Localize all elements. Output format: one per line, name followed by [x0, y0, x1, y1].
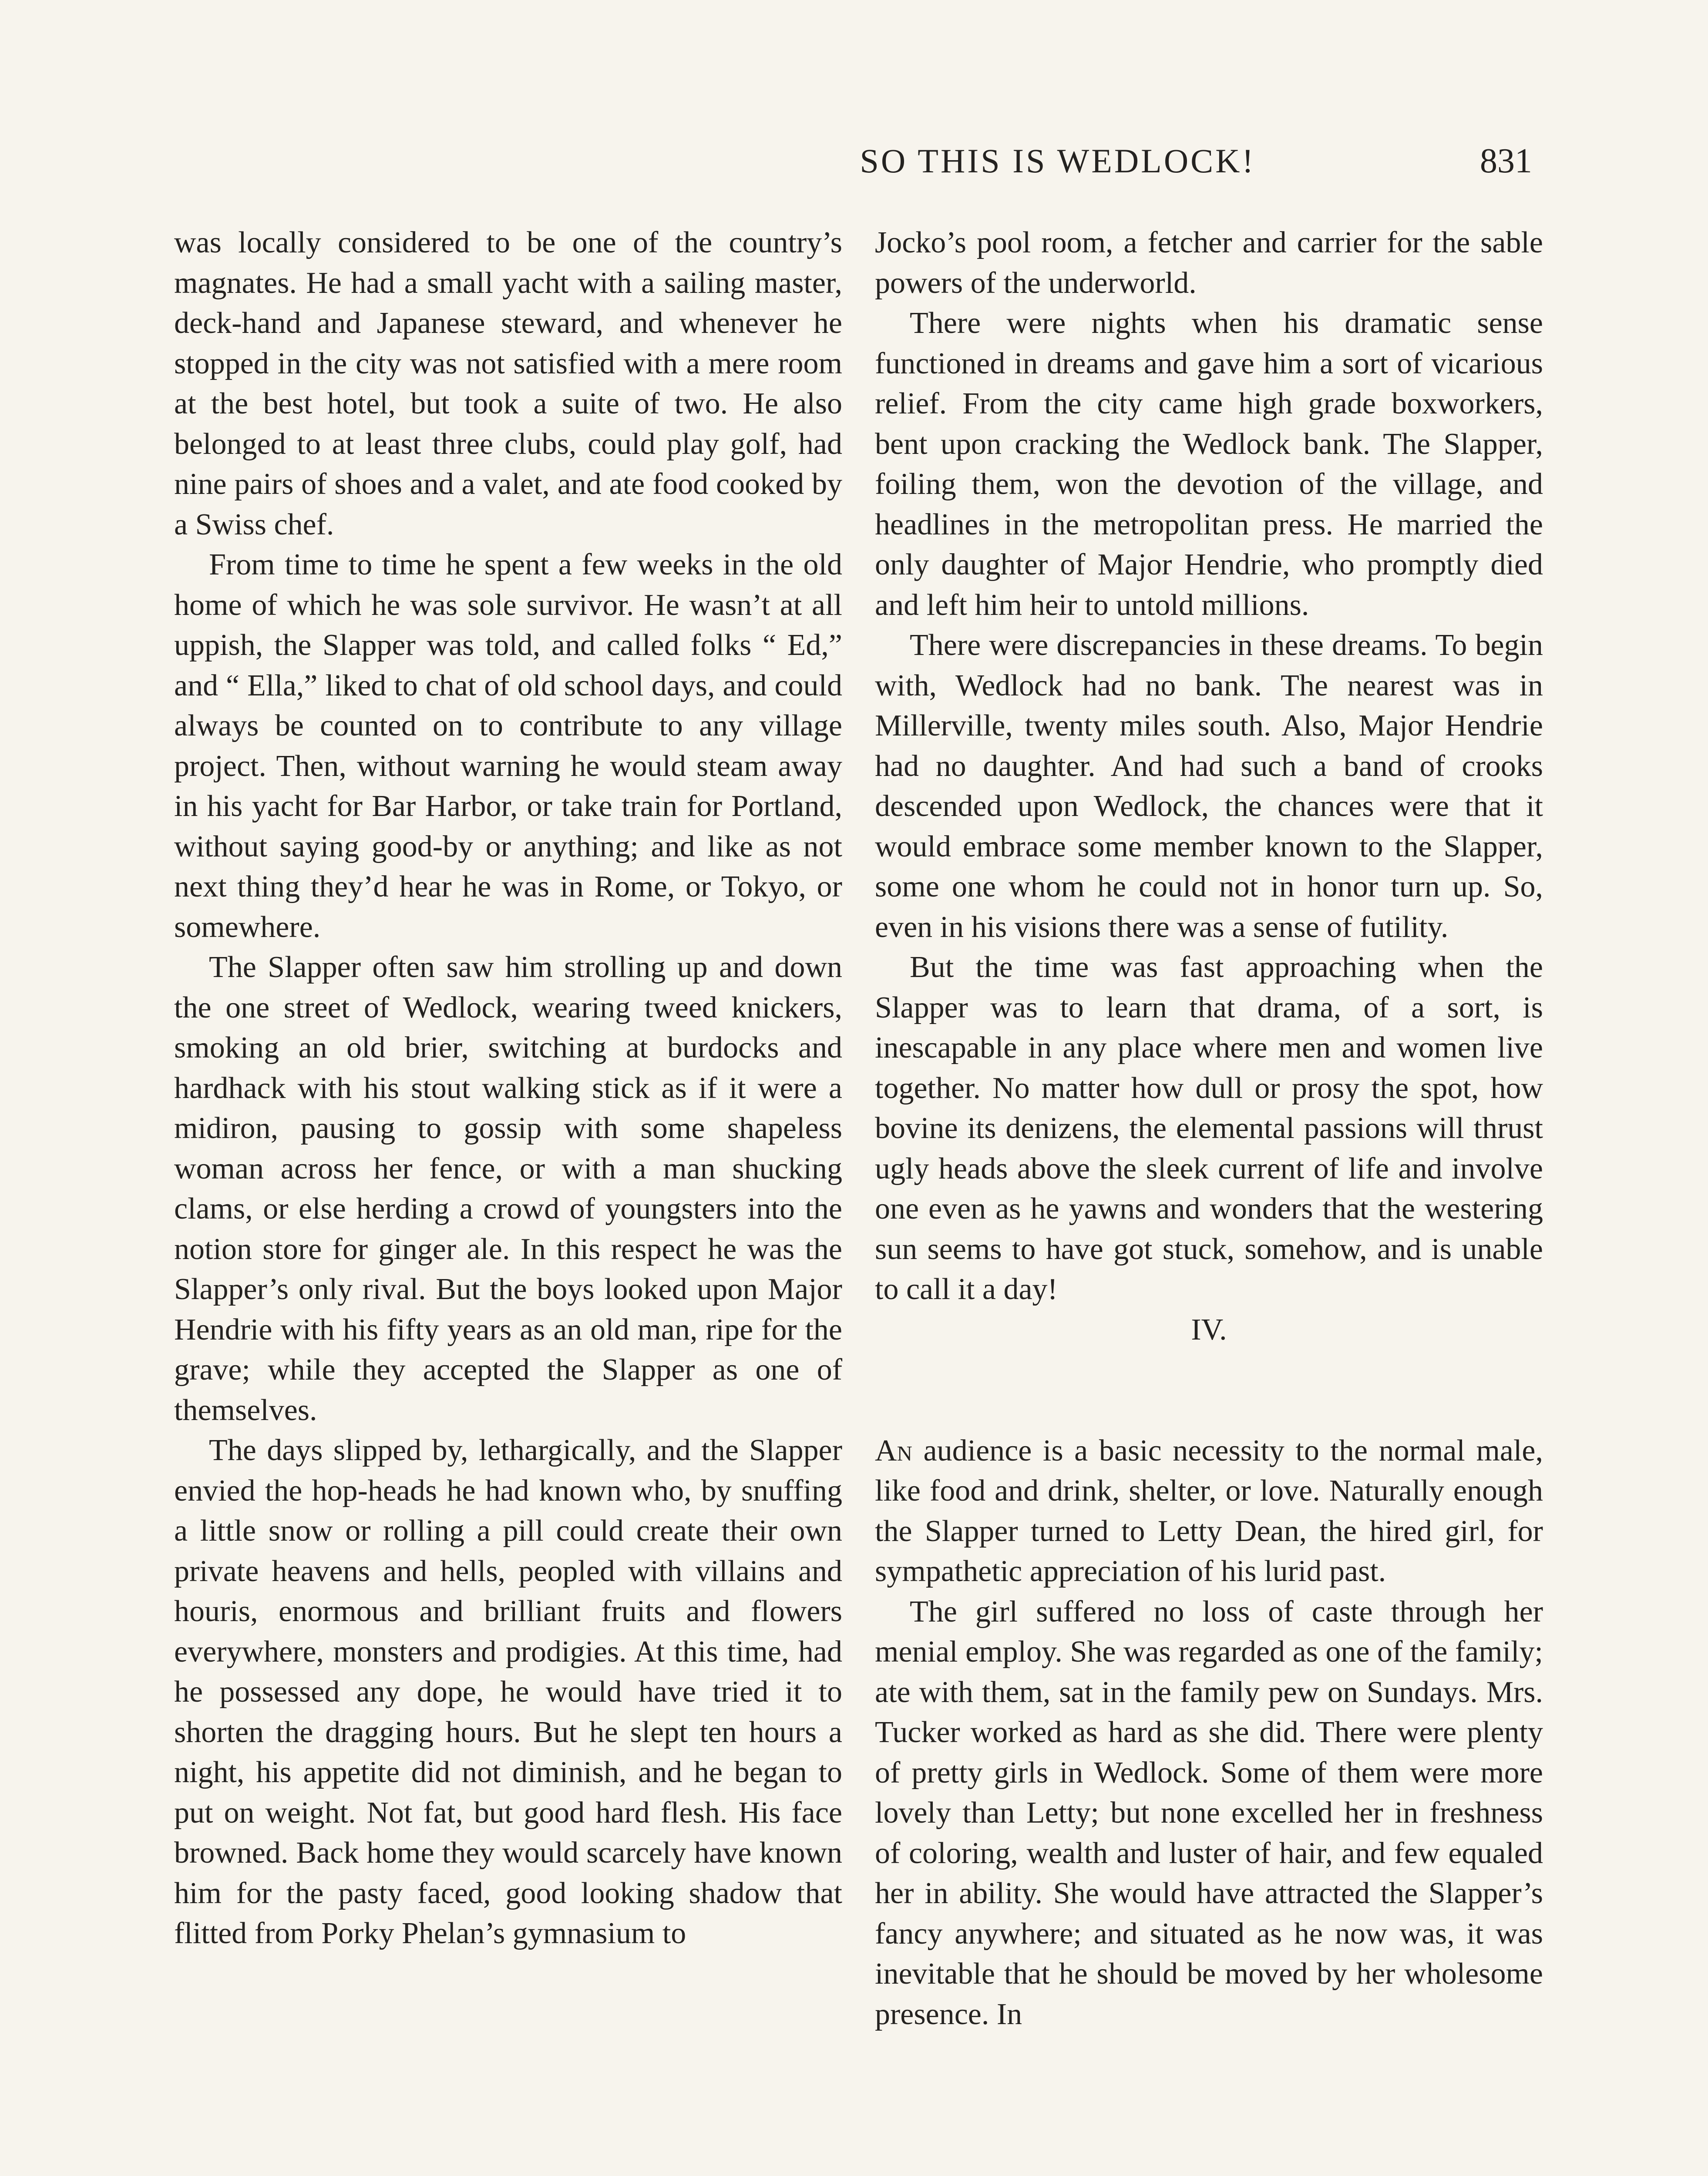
- lead-word: An: [875, 1434, 912, 1467]
- paragraph-text: audience is a basic necessity to the normal male, like food and drink, shelter, or love. Naturally enough the Slapper turned to Letty Dean, the hired girl, for sympathetic appreciation of his lurid past.: [875, 1434, 1543, 1588]
- page-number: 831: [1480, 142, 1532, 180]
- paragraph: was locally considered to be one of the country’s magnates. He had a small yacht with a sailing master, deck-hand and Japanese steward, and whenever he stopped in the city was not satisfied with a mere room at the best hotel, but took a suite of two. He also belonged to at least three clubs, could play golf, had nine pairs of shoes and a valet, and ate food cooked by a Swiss chef.: [174, 226, 842, 541]
- section-heading: IV.: [1191, 1313, 1227, 1347]
- running-title: SO THIS IS WEDLOCK!: [860, 142, 1256, 180]
- paragraph: [875, 1431, 1543, 1592]
- right-column: [875, 223, 1543, 2035]
- paragraph: There were discrepancies in these dreams. To begin with, Wedlock had no bank. The nearest was in Millerville, twenty miles south. Also, Major Hendrie had no daughter. And had such a band of crooks descended upon Wedlock, the chances were that it would embrace some member known to the Slapper, some one whom he could not in honor turn up. So, even in his visions there was a sense of futility.: [875, 628, 1543, 944]
- paragraph: There were nights when his dramatic sense functioned in dreams and gave him a sort of vicarious relief. From the city came high grade boxworkers, bent upon cracking the Wedlock bank. The Slapper, foiling them, won the devotion of the village, and headlines in the metropolitan press. He married the only daughter of Major Hendrie, who promptly died and left him heir to untold millions.: [875, 306, 1543, 622]
- paragraph: But the time was fast approaching when the Slapper was to learn that drama, of a sort, is inescapable in any place where men and women live together. No matter how dull or prosy the spot, how bovine its denizens, the elemental passions will thrust ugly heads above the sleek current of life and involve one even as he yawns and wonders that the westering sun seems to have got stuck, somehow, and is unable to call it a day!: [875, 950, 1543, 1306]
- left-column: [174, 223, 842, 1954]
- paragraph: From time to time he spent a few weeks in the old home of which he was sole survivor. He wasn’t at all uppish, the Slapper was told, and called folks “ Ed,” and “ Ella,” liked to chat of old school days, and could always be counted on to contribute to any village project. Then, without warning he would steam away in his yacht for Bar Harbor, or take train for Portland, without saying good-by or anything; and like as not next thing they’d hear he was in Rome, or Tokyo, or somewhere.: [174, 548, 842, 944]
- paragraph: Jocko’s pool room, a fetcher and carrier for the sable powers of the underworld.: [875, 226, 1543, 300]
- paragraph: The girl suffered no loss of caste through her menial employ. She was regarded as one of the family; ate with them, sat in the family pew on Sundays. Mrs. Tucker worked as hard as she did. There were plenty of pretty girls in Wedlock. Some of them were more lovely than Letty; but none excelled her in freshness of coloring, wealth and luster of hair, and few equaled her in ability. She would have attracted the Slapper’s fancy anywhere; and situated as he now was, it was inevitable that he should be moved by her wholesome presence. In: [875, 1595, 1543, 2031]
- paragraph: The days slipped by, lethargically, and the Slapper envied the hop-heads he had known who, by snuffing a little snow or rolling a pill could create their own private heavens and hells, peopled with villains and houris, enormous and brilliant fruits and flowers everywhere, monsters and prodigies. At this time, had he possessed any dope, he would have tried it to shorten the dragging hours. But he slept ten hours a night, his appetite did not diminish, and he began to put on weight. Not fat, but good hard flesh. His face browned. Back home they would scarcely have known him for the pasty faced, good looking shadow that flitted from Porky Phelan’s gymnasium to: [174, 1434, 842, 1950]
- paragraph: The Slapper often saw him strolling up and down the one street of Wedlock, wearing tweed knickers, smoking an old brier, switching at burdocks and hardhack with his stout walking stick as if it were a midiron, pausing to gossip with some shapeless woman across her fence, or with a man shucking clams, or else herding a crowd of youngsters into the notion store for ginger ale. In this respect he was the Slapper’s only rival. But the boys looked upon Major Hendrie with his fifty years as an old man, ripe for the grave; while they accepted the Slapper as one of themselves.: [174, 950, 842, 1427]
